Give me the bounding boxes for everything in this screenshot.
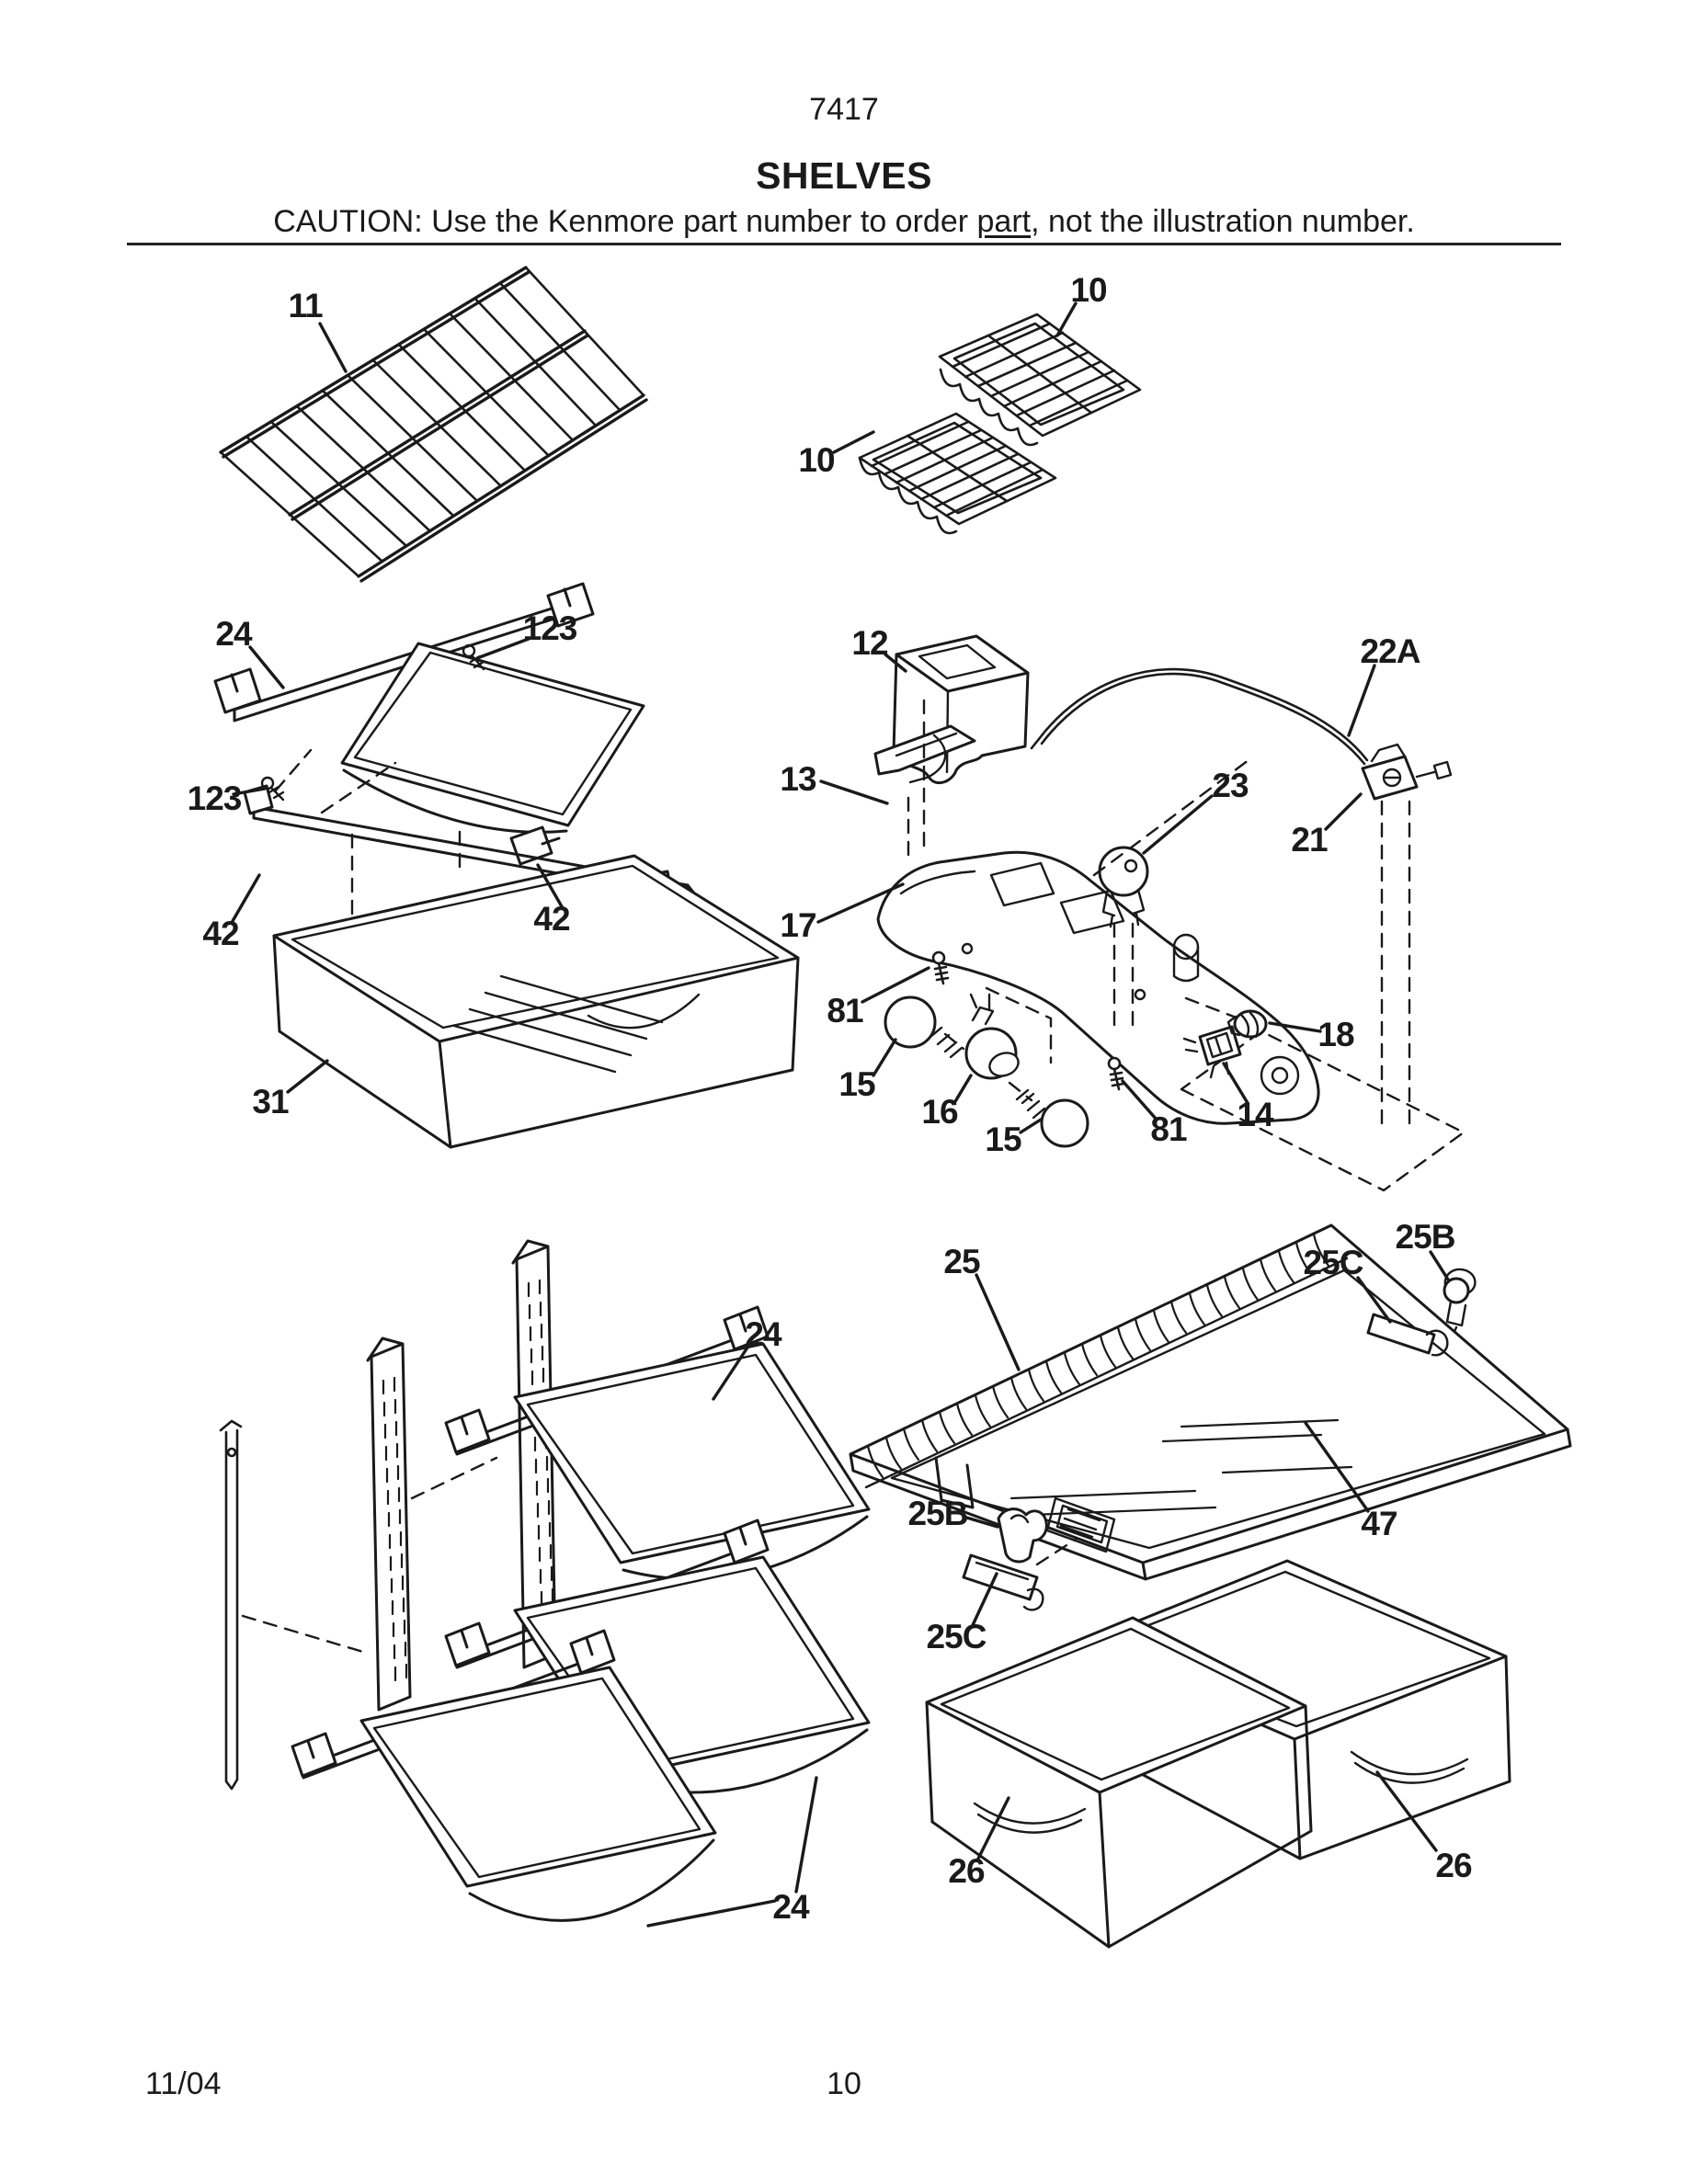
caution-prefix: CAUTION: Use the Kenmore part number to order — [273, 204, 977, 239]
doc-number: 7417 — [809, 92, 879, 127]
callout-25B-right: 25B — [1395, 1218, 1455, 1256]
page-title: SHELVES — [756, 154, 932, 197]
bulb-part-15-lower — [1017, 1090, 1088, 1146]
callout-17: 17 — [780, 906, 816, 944]
callout-81-lower: 81 — [1150, 1110, 1187, 1148]
caution-suffix: , not the illustration number. — [1031, 204, 1415, 239]
callout-15-upper: 15 — [838, 1065, 875, 1103]
footer-page-number: 10 — [827, 2066, 861, 2101]
callout-42-left: 42 — [202, 915, 239, 952]
callout-11: 11 — [288, 287, 323, 324]
shelf-clip-part-25b-left — [998, 1509, 1046, 1562]
callout-24-stack-bottom: 24 — [772, 1888, 809, 1926]
callout-81-upper: 81 — [827, 992, 863, 1029]
callout-10-lower: 10 — [798, 441, 835, 479]
callout-21: 21 — [1291, 821, 1328, 859]
callout-24-top: 24 — [215, 615, 252, 653]
callout-26-right: 26 — [1435, 1847, 1472, 1884]
harness-part-22a — [1032, 669, 1367, 764]
callout-47: 47 — [1361, 1505, 1397, 1542]
callout-14: 14 — [1237, 1096, 1273, 1133]
stack-shelf-part-24-1 — [446, 1307, 869, 1579]
shelf-standard-thin — [221, 1421, 241, 1789]
callout-23: 23 — [1212, 767, 1249, 804]
header-rule — [127, 243, 1561, 245]
callout-15-lower: 15 — [985, 1120, 1021, 1158]
callout-10-upper: 10 — [1070, 271, 1107, 309]
callout-26-left: 26 — [948, 1852, 985, 1890]
shelf-clip-part-25b-right — [1444, 1269, 1475, 1325]
callout-123-lower: 123 — [187, 779, 242, 817]
ice-tray-part-10-lower — [860, 414, 1055, 533]
callout-16: 16 — [921, 1093, 958, 1131]
light-console-part-17 — [878, 852, 1318, 1123]
callout-25C-right: 25C — [1303, 1244, 1363, 1281]
callout-31: 31 — [252, 1083, 289, 1120]
callout-25B-left: 25B — [907, 1495, 968, 1532]
callout-24-stack-top: 24 — [745, 1315, 781, 1353]
callout-25C-left: 25C — [926, 1618, 987, 1655]
callout-123-upper: 123 — [522, 609, 577, 647]
shelf-standard-a — [368, 1338, 410, 1710]
shelf-rail-part-25c-left — [964, 1555, 1043, 1610]
caution-line — [273, 204, 1415, 240]
thermostat-part-21 — [1363, 745, 1451, 799]
callout-22A: 22A — [1360, 632, 1420, 670]
callout-13: 13 — [780, 760, 816, 798]
bulb-part-15-upper — [885, 997, 962, 1057]
callout-42-right: 42 — [533, 900, 570, 938]
lamp-socket-part-16 — [966, 995, 1021, 1080]
callout-25: 25 — [943, 1243, 980, 1280]
callout-12: 12 — [851, 624, 888, 662]
wire-shelf-part-11 — [221, 267, 646, 581]
footer-date: 11/04 — [145, 2066, 222, 2101]
callout-18: 18 — [1317, 1016, 1354, 1053]
caution-underlined-word: part — [976, 204, 1032, 239]
